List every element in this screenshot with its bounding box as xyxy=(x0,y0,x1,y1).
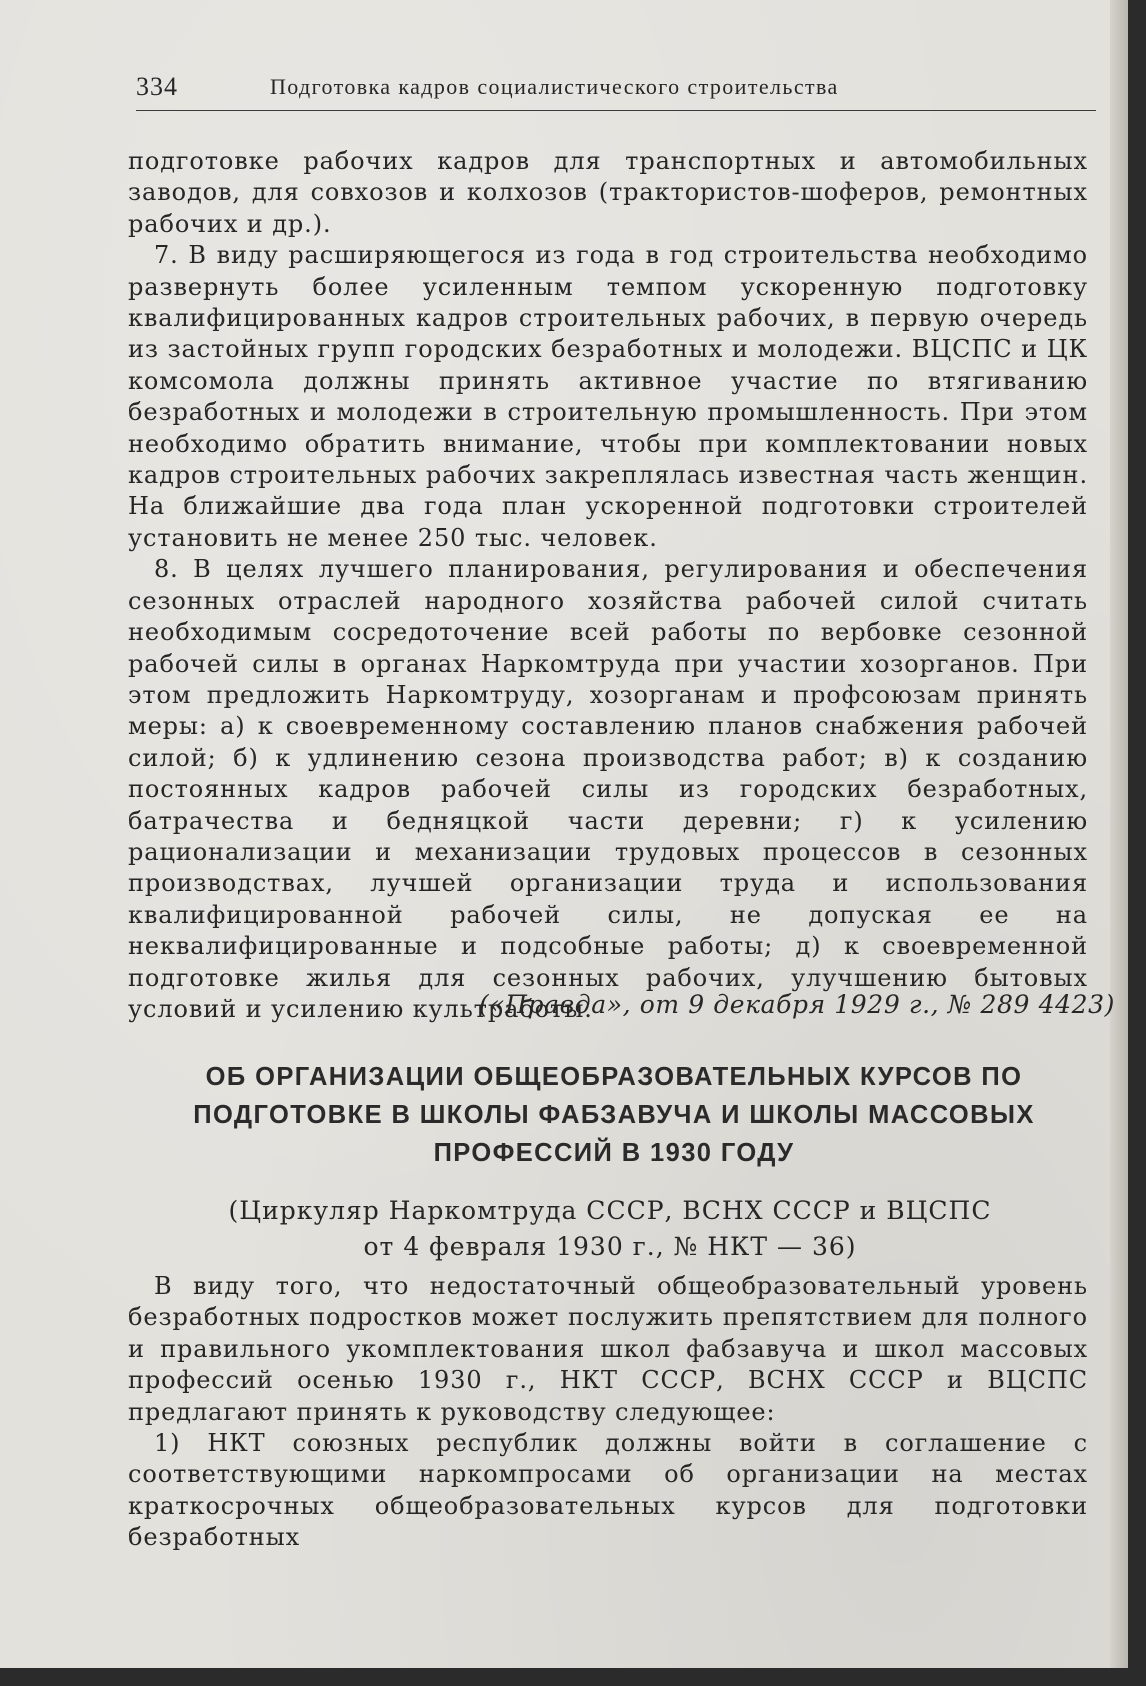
paragraph-continuation: подготовке рабочих кадров для транспортных и автомобильных заводов, для совхозов и колхозов (трактористов-шоферов, ремонтных рабочих и др.). xyxy=(128,147,1088,238)
source-citation: («Правда», от 9 декабря 1929 г., № 289 4423) xyxy=(478,990,1115,1019)
section-title-line-3: ПРОФЕССИЙ В 1930 ГОДУ xyxy=(433,1139,795,1167)
section-item-1: 1) НКТ союзных республик должны войти в соглашение с соответствующими наркомпросами об организации на местах краткосрочных общеобразовательных курсов для подготовки безработных xyxy=(128,1429,1088,1552)
section-title xyxy=(120,1058,1108,1172)
paragraph-8: 8. В целях лучшего планирования, регулирования и обеспечения сезонных отраслей народного хозяйства рабочей силой считать необходимым сосредоточение всей работы по вербовке сезонной рабочей силы в органах Наркомтруда при участии хозорганов. При этом предложить Наркомтруду, хозорганам и профсоюзам принять меры: а) к своевременному составлению планов снабжения рабочей силой; б) к удлинению сезона производства работ; в) к созданию постоянных кадров рабочей силы из городских безработных, батрачества и бедняцкой части деревни; г) к усилению рационализации и механизации трудовых процессов в сезонных производствах, лучшей организации труда и использования квалифицированной рабочей силы, не допуская ее на неквалифицированные и подсобные работы; д) к своевременной подготовке жилья для сезонных рабочих, улучшению бытовых условий и усилению культработы. xyxy=(128,555,1088,1023)
page-edge-shadow xyxy=(1110,0,1128,1668)
lower-text-block xyxy=(128,1271,1088,1554)
paragraph-7: 7. В виду расширяющегося из года в год строительства необходимо развернуть более усиленным темпом ускоренную подготовку квалифицированных кадров строительных рабочих, в первую очередь из застойных групп городских безработных и молодежи. ВЦСПС и ЦК комсомола должны принять активное участие по втягиванию безработных и молодежи в строительную промышленность. При этом необходимо обратить внимание, чтобы при комплектовании новых кадров строительных рабочих закреплялась известная часть женщин. На ближайшие два года план ускоренной подготовки строителей установить не менее 250 тыс. человек. xyxy=(128,241,1088,552)
upper-text-block xyxy=(128,146,1088,1025)
section-subtitle-line-1: (Циркуляр Наркомтруда СССР, ВСНХ СССР и ВЦСПС xyxy=(228,1196,992,1225)
section-title-line-2: ПОДГОТОВКЕ В ШКОЛЫ ФАБЗАВУЧА И ШКОЛЫ МАССОВЫХ xyxy=(193,1101,1035,1129)
section-title-line-1: ОБ ОРГАНИЗАЦИИ ОБЩЕОБРАЗОВАТЕЛЬНЫХ КУРСОВ ПО xyxy=(205,1063,1023,1091)
section-subtitle-line-2: от 4 февраля 1930 г., № НКТ — 36) xyxy=(363,1232,857,1261)
page-number: 334 xyxy=(136,72,178,101)
page-header xyxy=(136,70,1096,111)
section-intro: В виду того, что недостаточный общеобразовательный уровень безработных подростков может послужить препятствием для полного и правильного укомплектования школ фабзавуча и школ массовых профессий осенью 1930 г., НКТ СССР, ВСНХ СССР и ВЦСПС предлагают принять к руководству следующее: xyxy=(128,1272,1088,1426)
running-head: Подготовка кадров социалистического строительства xyxy=(270,74,839,99)
section-subtitle xyxy=(130,1193,1090,1265)
